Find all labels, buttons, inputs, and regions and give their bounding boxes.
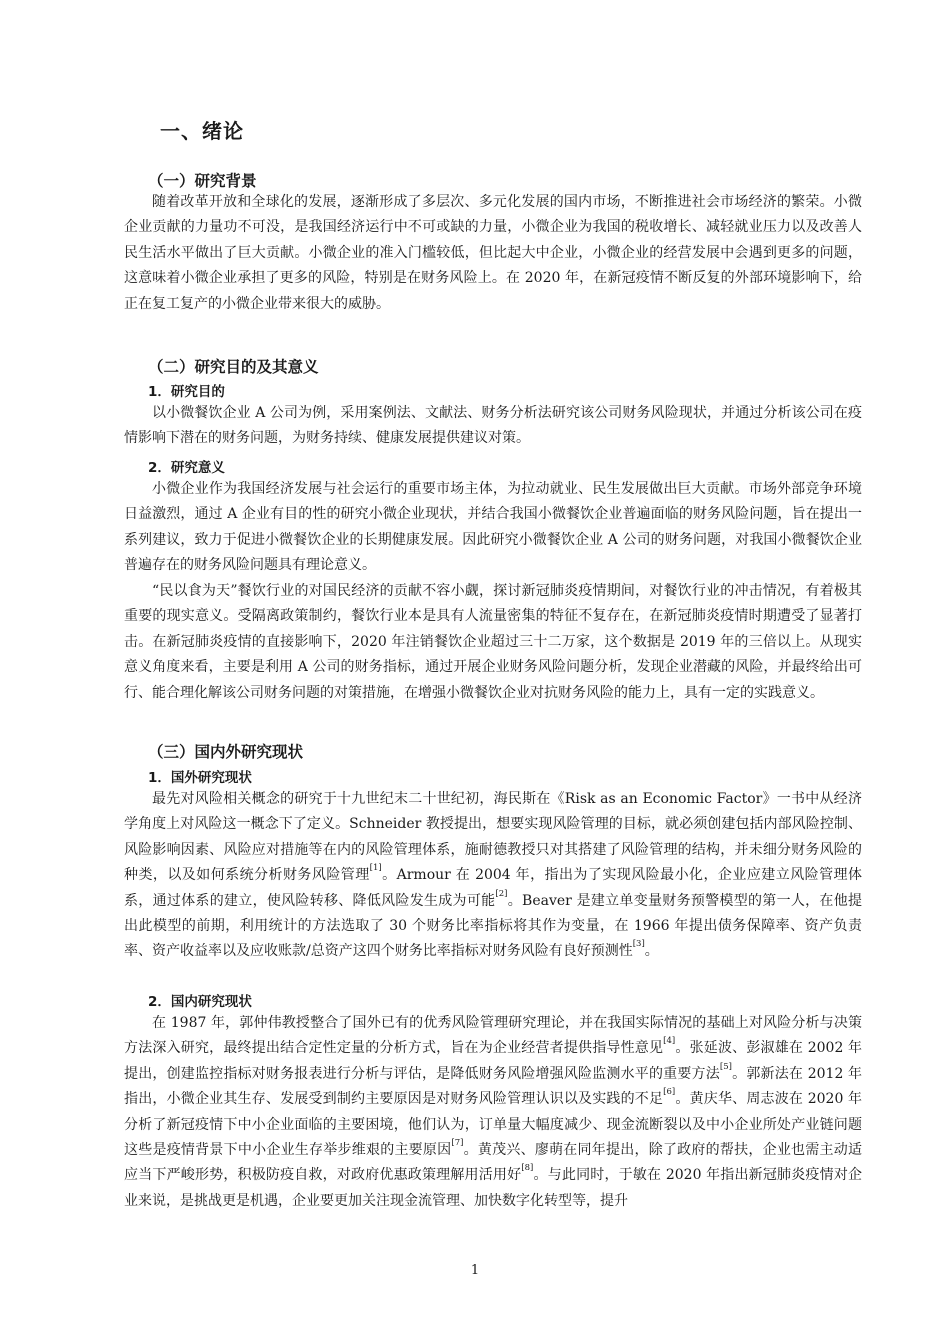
section-heading-background: （一）研究背景 — [148, 172, 257, 190]
citation-1[interactable]: [1] — [369, 863, 382, 874]
section-heading-literature: （三）国内外研究现状 — [148, 743, 304, 761]
page-number: 1 — [470, 1263, 480, 1278]
subheading-foreign-research: 1．国外研究现状 — [148, 770, 252, 786]
subheading-research-significance: 2．研究意义 — [148, 460, 225, 476]
citation-8[interactable]: [8] — [521, 1163, 534, 1174]
paragraph-significance-2: “民以食为天”餐饮行业的对国民经济的贡献不容小觑，探讨新冠肺炎疫情期间，对餐饮行业的冲击情况，有着极其重要的现实意义。受隔离政策制约，餐饮行业本是具有人流量密集的特征不复存在，在新冠肺炎疫情时期遭受了显著打击。在新冠肺炎疫情的直接影响下，2020 年注销餐饮企业超过三十二万家，这个数据是 2019 年的三倍以上。从现实意义角度来看，主要是利用 A 公司的财务指标，通过开展企业财务风险问题分析，发现企业潜藏的风险，并最终给出可行、能合理化解该公司财务问题的对策措施，在增强小微餐饮企业对抗财务风险的能力上，具有一定的实践意义。 — [124, 583, 862, 701]
paragraph-research-purpose: 以小微餐饮企业 A 公司为例，采用案例法、文献法、财务分析法研究该公司财务风险现状，并通过分析该公司在疫情影响下潜在的财务问题，为财务持续、健康发展提供建议对策。 — [124, 405, 862, 447]
chapter-title: 一、绪论 — [160, 119, 244, 143]
citation-2[interactable]: [2] — [495, 888, 508, 899]
paragraph-significance-1: 小微企业作为我国经济发展与社会运行的重要市场主体，为拉动就业、民生发展做出巨大贡献。市场外部竞争环境日益激烈，通过 A 企业有目的性的研究小微企业现状，并结合我国小微餐饮企业普遍面临的财务风险问题，旨在提出一系列建议，致力于促进小微餐饮企业的长期健康发展。因此研究小微餐饮企业 A 公司的财务问题，对我国小微餐饮企业普遍存在的财务风险问题具有理论意义。 — [124, 481, 862, 574]
citation-3[interactable]: [3] — [632, 939, 645, 950]
subheading-domestic-research: 2．国内研究现状 — [148, 994, 252, 1010]
paragraph-background: 随着改革开放和全球化的发展，逐渐形成了多层次、多元化发展的国内市场，不断推进社会市场经济的繁荣。小微企业贡献的力量功不可没，是我国经济运行中不可或缺的力量，小微企业为我国的税收增长、减轻就业压力以及改善人民生活水平做出了巨大贡献。小微企业的准入门槛较低，但比起大中企业，小微企业的经营发展中会遇到更多的问题，这意味着小微企业承担了更多的风险，特别是在财务风险上。在 2020 年，在新冠疫情不断反复的外部环境影响下，给正在复工复产的小微企业带来很大的威胁。 — [124, 194, 862, 312]
paragraph-domestic-research: 在 1987 年，郭仲伟教授整合了国外已有的优秀风险管理研究理论，并在我国实际情况的基础上对风险分析与决策方法深入研究，最终提出结合定性定量的分析方式，旨在为企业经营者提供指导性意见[4]。张延波、彭淑雄在 2002 年提出，创建监控指标对财务报表进行分析与评估，是降低财务风险增强风险监测水平的重要方法[5]。郭新法在 2012 年指出，小微企业其生存、发展受到制约主要原因是对财务风险管理认识以及实践的不足[6]。黄庆华、周志波在 2020 年分析了新冠疫情下中小企业面临的主要困境，他们认为，订单量大幅度减少、现金流断裂以及中小企业所处产业链问题这些是疫情背景下中小企业生存举步维艰的主要原因[7]。黄茂兴、廖萌在同年提出，除了政府的帮扶，企业也需主动适应当下严峻形势，积极防疫自救，对政府优惠政策理解用活用好[8]。与此同时，于敏在 2020 年指出新冠肺炎疫情对企业来说，是挑战更是机遇，企业要更加关注现金流管理、加快数字化转型等，提升 — [124, 1015, 863, 1209]
citation-5[interactable]: [5] — [719, 1061, 732, 1072]
paragraph-foreign-research: 最先对风险相关概念的研究于十九世纪末二十世纪初，海民斯在《Risk as an Economic Factor》一书中从经济学角度上对风险这一概念下了定义。Schneider 教授提出，想要实现风险管理的目标，就必须创建包括内部风险控制、风险影响因素、风险应对措施等在内的风险管理体系，施耐德教授只对其搭建了风险管理的结构，并未细分财务风险的种类，以及如何系统分析财务风险管理[1]。Armour 在 2004 年，指出为了实现风险最小化，企业应建立风险管理体系，通过体系的建立，使风险转移、降低风险发生成为可能[2]。Beaver 是建立单变量财务预警模型的第一人，在他提出此模型的前期，利用统计的方法选取了 30 个财务比率指标将其作为变量，在 1966 年提出债务保障率、资产负责率、资产收益率以及应收账款/总资产这四个财务比率指标对财务风险有良好预测性[3]。 — [124, 791, 862, 960]
citation-4[interactable]: [4] — [663, 1036, 676, 1047]
citation-6[interactable]: [6] — [663, 1087, 676, 1098]
citation-7[interactable]: [7] — [451, 1138, 464, 1149]
subheading-research-purpose: 1．研究目的 — [148, 384, 225, 400]
section-heading-purpose: （二）研究目的及其意义 — [148, 358, 319, 376]
